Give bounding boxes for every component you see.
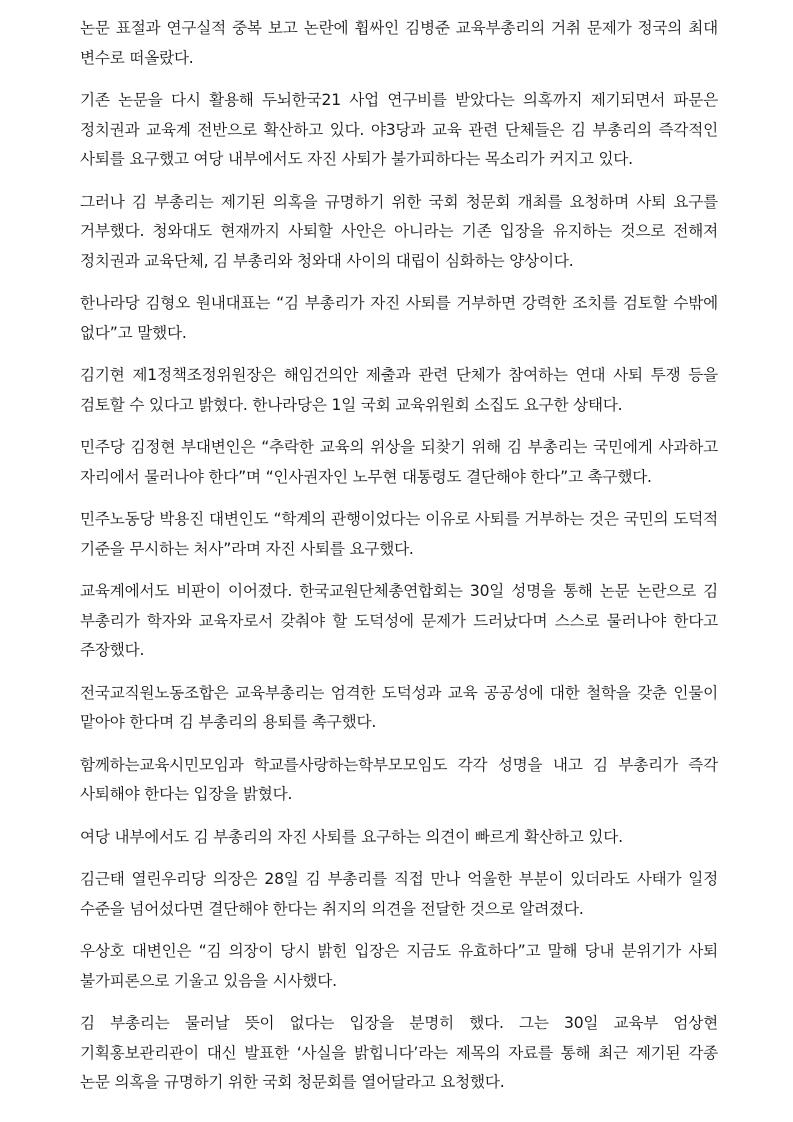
paragraph: 민주당 김정현 부대변인은 “추락한 교육의 위상을 되찾기 위해 김 부총리는 국민에게 사과하고 자리에서 물러나야 한다”며 “인사권자인 노무현 대통령도 결단해야 한다”고 촉구했다. — [80, 438, 718, 486]
paragraph: 교육계에서도 비판이 이어졌다. 한국교원단체총연합회는 30일 성명을 통해 논문 논란으로 김 부총리가 학자와 교육자로서 갖춰야 할 도덕성에 문제가 드러났다며 스스로 물러나야 한다고 주장했다. — [80, 582, 718, 659]
paragraph: 김근태 열린우리당 의장은 28일 김 부총리를 직접 만나 억울한 부분이 있더라도 사태가 일정 수준을 넘어섰다면 결단해야 한다는 취지의 의견을 전달한 것으로 알려졌다. — [80, 870, 718, 918]
paragraph: 민주노동당 박용진 대변인도 “학계의 관행이었다는 이유로 사퇴를 거부하는 것은 국민의 도덕적 기준을 무시하는 처사”라며 자진 사퇴를 요구했다. — [80, 510, 718, 558]
paragraph: 그러나 김 부총리는 제기된 의혹을 규명하기 위한 국회 청문회 개최를 요청하며 사퇴 요구를 거부했다. 청와대도 현재까지 사퇴할 사안은 아니라는 기존 입장을 유지하는 것으로 전해져 정치권과 교육단체, 김 부총리와 청와대 사이의 대립이 심화하는 양상이다. — [80, 192, 718, 270]
paragraph: 기존 논문을 다시 활용해 두뇌한국21 사업 연구비를 받았다는 의혹까지 제기되면서 파문은 정치권과 교육계 전반으로 확산하고 있다. 야3당과 교육 관련 단체들은 김 부총리의 즉각적인 사퇴를 요구했고 여당 내부에서도 자진 사퇴가 불가피하다는 목소리가 커지고 있다. — [80, 91, 718, 168]
paragraph: 한나라당 김형오 원내대표는 “김 부총리가 자진 사퇴를 거부하면 강력한 조치를 검토할 수밖에 없다”고 말했다. — [80, 294, 718, 342]
paragraph: 김기현 제1정책조정위원장은 해임건의안 제출과 관련 단체가 참여하는 연대 사퇴 투쟁 등을 검토할 수 있다고 밝혔다. 한나라당은 1일 국회 교육위원회 소집도 요구한 상태다. — [80, 366, 718, 414]
paragraph: 함께하는교육시민모임과 학교를사랑하는학부모모임도 각각 성명을 내고 김 부총리가 즉각 사퇴해야 한다는 입장을 밝혔다. — [80, 755, 718, 803]
paragraph: 여당 내부에서도 김 부총리의 자진 사퇴를 요구하는 의견이 빠르게 확산하고 있다. — [80, 827, 623, 846]
paragraph: 논문 표절과 연구실적 중복 보고 논란에 휩싸인 김병준 교육부총리의 거취 문제가 정국의 최대 변수로 떠올랐다. — [80, 19, 718, 67]
paragraph: 김 부총리는 물러날 뜻이 없다는 입장을 분명히 했다. 그는 30일 교육부 엄상현 기획홍보관리관이 대신 발표한 ‘사실을 밝힙니다’라는 제목의 자료를 통해 최근 제기된 각종 논문 의혹을 규명하기 위한 국회 청문회를 열어달라고 요청했다. — [80, 1014, 718, 1091]
article-body — [80, 14, 718, 1111]
paragraph: 우상호 대변인은 “김 의장이 당시 밝힌 입장은 지금도 유효하다”고 말해 당내 분위기가 사퇴 불가피론으로 기울고 있음을 시사했다. — [80, 942, 718, 990]
paragraph: 전국교직원노동조합은 교육부총리는 엄격한 도덕성과 교육 공공성에 대한 철학을 갖춘 인물이 맡아야 한다며 김 부총리의 용퇴를 촉구했다. — [80, 683, 718, 731]
